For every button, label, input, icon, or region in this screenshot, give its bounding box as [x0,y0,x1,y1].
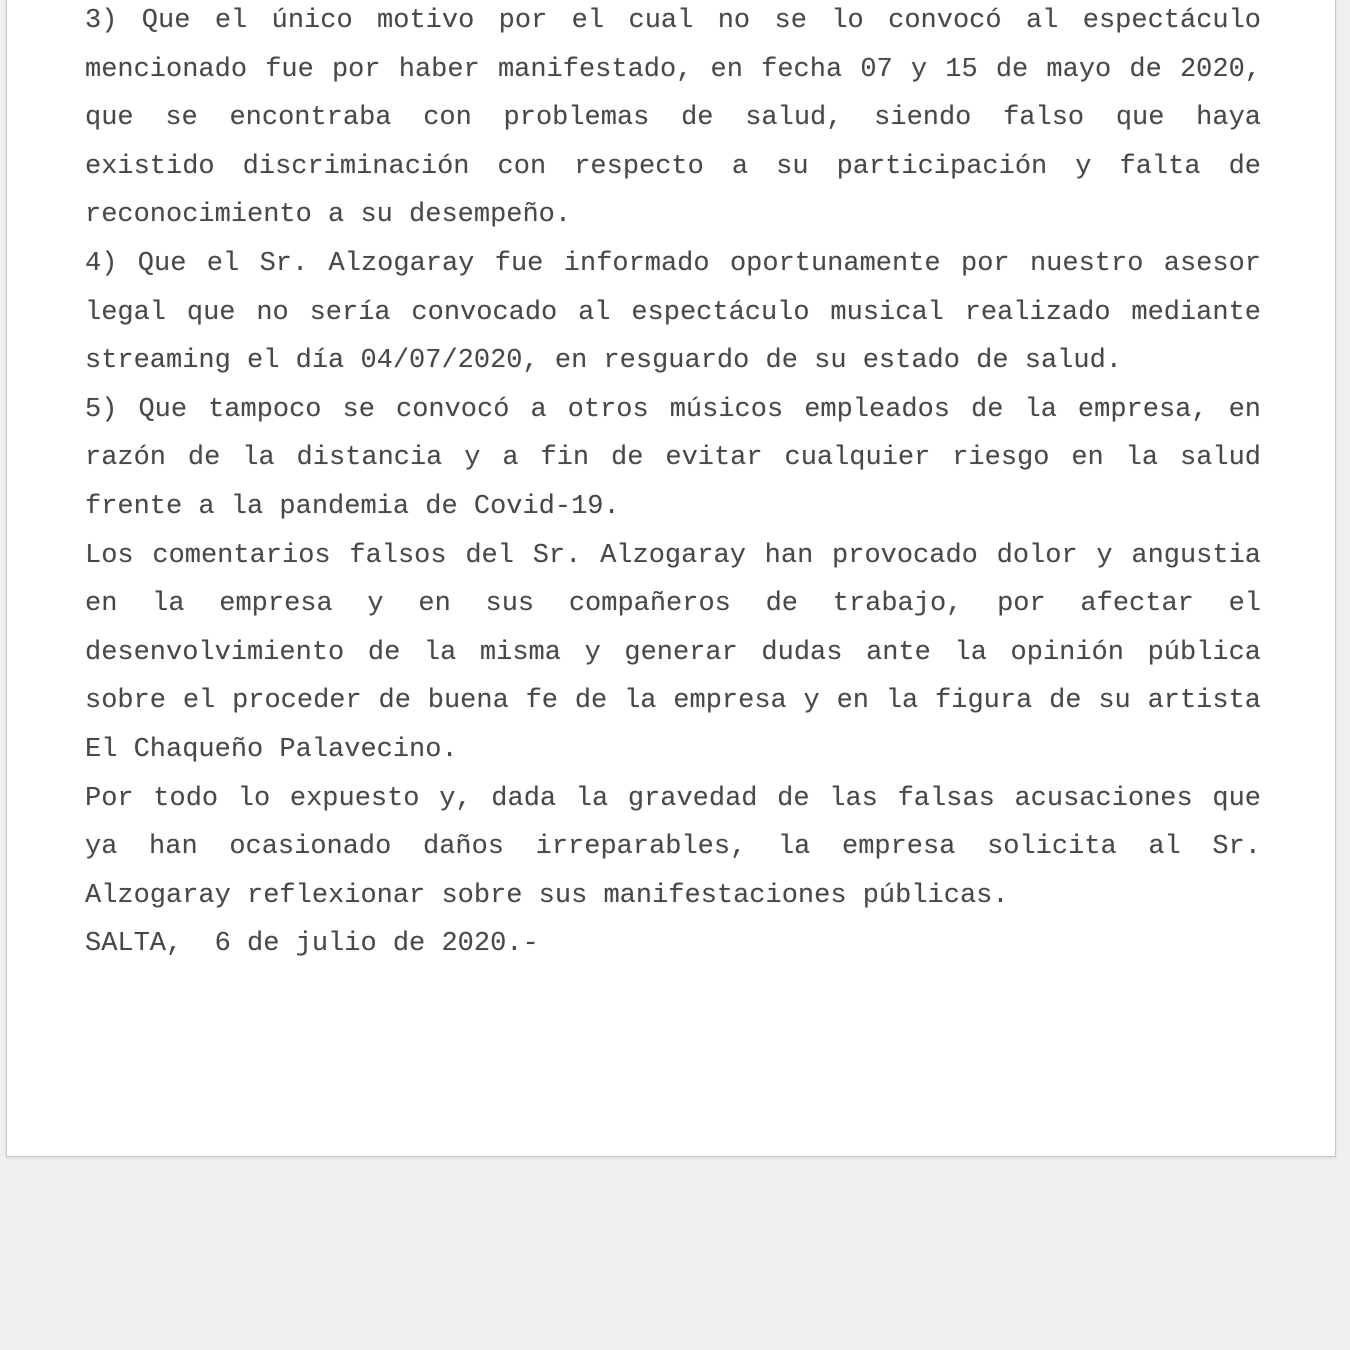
paragraph [85,240,1261,386]
text-line: sobre el proceder de buena fe de la empresa y en la figura de su artista [85,686,1261,717]
text-line: 3) Que el único motivo por el cual no se lo convocó al espectáculo [85,6,1261,36]
text-line: legal que no sería convocado al espectáculo musical realizado mediante [85,297,1261,328]
text-line: reconocimiento a su desempeño. [85,200,572,231]
paragraph [85,920,1261,969]
text-line: mencionado fue por haber manifestado, en fecha 07 y 15 de mayo de 2020, [85,54,1261,85]
text-line: El Chaqueño Palavecino. [85,734,458,765]
text-line: en la empresa y en sus compañeros de trabajo, por afectar el [85,589,1261,620]
paragraph [85,532,1261,775]
text-line: existido discriminación con respecto a su participación y falta de [85,151,1261,182]
text-line: que se encontraba con problemas de salud, siendo falso que haya [85,103,1261,134]
text-line: SALTA, 6 de julio de 2020.- [85,929,539,960]
paragraph [85,775,1261,921]
text-line: 4) Que el Sr. Alzogaray fue informado oportunamente por nuestro asesor [85,248,1261,279]
text-line: Por todo lo expuesto y, dada la gravedad de las falsas acusaciones que [85,783,1261,814]
text-line: razón de la distancia y a fin de evitar cualquier riesgo en la salud [85,443,1261,474]
text-line: Alzogaray reflexionar sobre sus manifestaciones públicas. [85,880,1009,911]
paragraph [85,0,1261,240]
text-line: Los comentarios falsos del Sr. Alzogaray han provocado dolor y angustia [85,540,1261,571]
text-line: desenvolvimiento de la misma y generar dudas ante la opinión pública [85,637,1261,668]
text-line: 5) Que tampoco se convocó a otros músicos empleados de la empresa, en [85,394,1261,425]
document-body [85,0,1261,969]
text-line: frente a la pandemia de Covid-19. [85,491,620,522]
paragraph [85,386,1261,532]
document-page [6,0,1336,1157]
text-line: ya han ocasionado daños irreparables, la empresa solicita al Sr. [85,832,1261,863]
text-line: streaming el día 04/07/2020, en resguardo de su estado de salud. [85,346,1122,377]
